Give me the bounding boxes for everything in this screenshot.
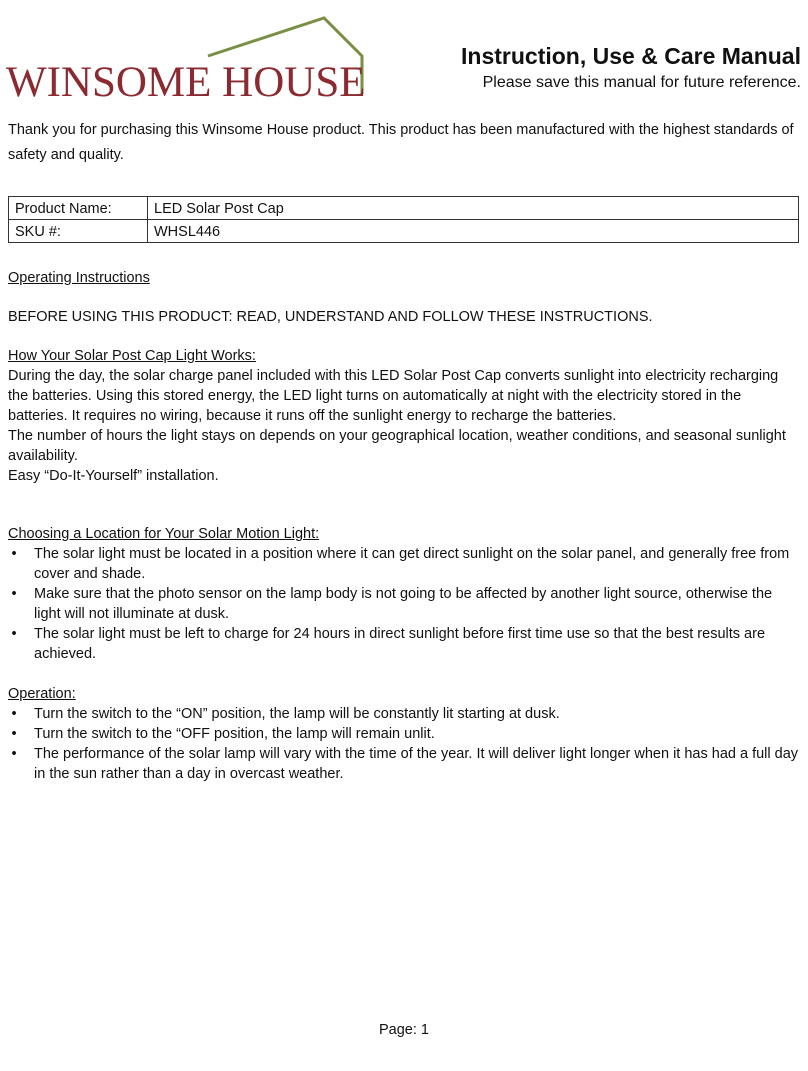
how-it-works-paragraph: Easy “Do-It-Yourself” installation. [8, 468, 219, 484]
product-name-value: LED Solar Post Cap [148, 197, 799, 220]
table-row [9, 220, 799, 243]
how-it-works-paragraph: The number of hours the light stays on depends on your geographical location, weather conditions, and seasonal sunlight availability. [8, 428, 786, 464]
list-item: • The performance of the solar lamp will vary with the time of the year. It will deliver light longer when it has had a full day in the sun rather than a day in overcast weather. [8, 744, 801, 784]
warning-text: BEFORE USING THIS PRODUCT: READ, UNDERSTAND AND FOLLOW THESE INSTRUCTIONS. [8, 309, 653, 325]
page-number: Page: 1 [379, 1022, 429, 1038]
location-heading: Choosing a Location for Your Solar Motion Light: [8, 526, 320, 542]
list-item: • The solar light must be located in a position where it can get direct sunlight on the solar panel, and generally free from cover and shade. [8, 544, 801, 584]
header [461, 41, 801, 94]
sku-label: SKU #: [9, 220, 148, 243]
list-item: • The solar light must be left to charge for 24 hours in direct sunlight before first time use so that the best results are achieved. [8, 624, 801, 664]
bullet-icon: • [11, 626, 17, 642]
document-title: Instruction, Use & Care Manual [461, 43, 801, 69]
sku-value: WHSL446 [148, 220, 799, 243]
document-subtitle: Please save this manual for future reference. [482, 74, 801, 91]
bullet-icon: • [11, 546, 17, 562]
bullet-icon: • [11, 706, 17, 722]
intro-paragraph: Thank you for purchasing this Winsome House product. This product has been manufactured with the highest standards of safety and quality. [8, 122, 794, 163]
operating-instructions-heading: Operating Instructions [8, 270, 150, 286]
bullet-icon: • [11, 746, 17, 762]
list-item: • Turn the switch to the “ON” position, the lamp will be constantly lit starting at dusk. [8, 704, 801, 724]
list-item: • Make sure that the photo sensor on the lamp body is not going to be affected by another light source, otherwise the light will not illuminate at dusk. [8, 584, 801, 624]
product-name-label: Product Name: [9, 197, 148, 220]
bullet-icon: • [11, 586, 17, 602]
brand-logo [6, 14, 372, 106]
list-item: • Turn the switch to the “OFF position, the lamp will remain unlit. [8, 724, 801, 744]
document-body [8, 118, 801, 784]
bullet-icon: • [11, 726, 17, 742]
operation-list [8, 704, 801, 784]
brand-name: WINSOME HOUSE [6, 59, 366, 106]
location-list [8, 544, 801, 664]
operation-heading: Operation: [8, 686, 76, 702]
product-table [8, 196, 799, 243]
how-it-works-heading: How Your Solar Post Cap Light Works: [8, 348, 256, 364]
table-row [9, 197, 799, 220]
how-it-works-paragraph: During the day, the solar charge panel included with this LED Solar Post Cap converts sunlight into electricity recharging the batteries. Using this stored energy, the LED light turns on automatically at night with the electricity stored in the batteries. It requires no wiring, because it runs off the sunlight energy to recharge the batteries. [8, 368, 779, 424]
